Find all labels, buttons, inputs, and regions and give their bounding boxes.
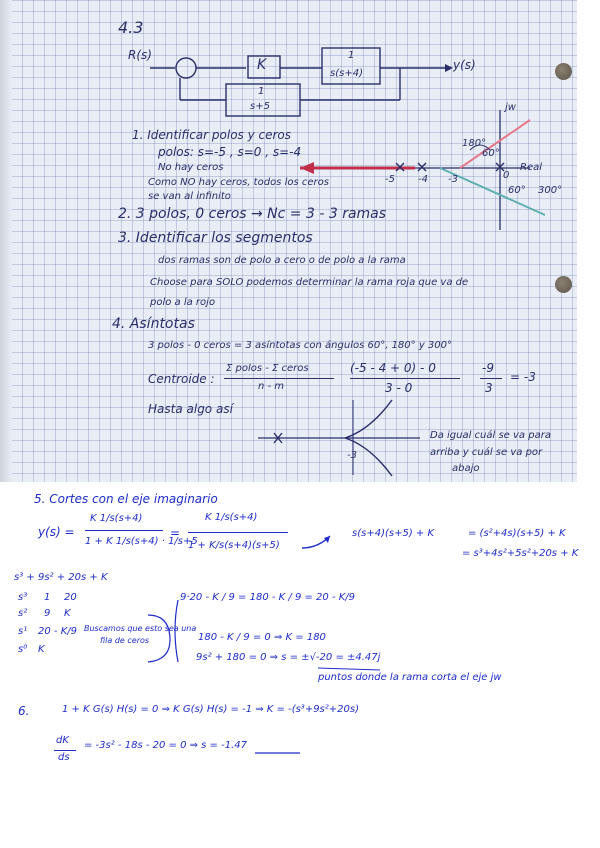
centroid-formula-den: n - m xyxy=(258,381,285,392)
real-axis-label: Real xyxy=(520,162,543,173)
sketch-tick: -3 xyxy=(347,450,357,461)
imag-axis-label: jw xyxy=(505,102,516,113)
calc-note: puntos donde la rama corta el eje jw xyxy=(318,672,502,683)
routh-power: s⁰ xyxy=(18,644,28,655)
tf-right-num: K 1/s(s+4) xyxy=(205,512,258,523)
centroid-formula-num: Σ polos - Σ ceros xyxy=(226,363,309,374)
tf-inner-den: 1 + K 1/s(s+4) · 1/s+5 xyxy=(85,536,198,547)
routh-cell: 9 xyxy=(44,608,51,619)
fraction-bar xyxy=(188,532,288,533)
step1-title: 1. Identificar polos y ceros xyxy=(132,128,292,142)
centroid-label: Centroide : xyxy=(148,372,215,386)
step3-line3: polo a la rojo xyxy=(150,297,216,308)
tick-label: -3 xyxy=(448,174,458,185)
step3-title: 3. Identificar los segmentos xyxy=(118,230,313,246)
step1-note-b: se van al infinito xyxy=(148,191,231,202)
char-expansion-2: = s³+4s²+5s²+20s + K xyxy=(462,548,579,559)
centroid-value-den: 3 - 0 xyxy=(385,381,413,395)
tick-label: -5 xyxy=(385,174,395,185)
routh-note-b: fila de ceros xyxy=(100,636,150,645)
tick-label: -4 xyxy=(418,174,428,185)
step1-poles: polos: s=-5 , s=0 , s=-4 xyxy=(158,145,302,159)
step3-line1: dos ramas son de polo a cero o de polo a la rama xyxy=(158,255,406,266)
centroid-value-num: (-5 - 4 + 0) - 0 xyxy=(350,361,436,375)
step4-line1: 3 polos - 0 ceros = 3 asíntotas con ángulos 60°, 180° y 300° xyxy=(148,340,453,351)
calc-line-1: 9·20 - K / 9 = 180 - K / 9 = 20 - K/9 xyxy=(180,592,356,603)
routh-cell: 1 xyxy=(44,592,51,603)
centroid-result: = -3 xyxy=(510,370,536,384)
angle-label: 60° xyxy=(482,148,500,159)
angle-label: 60° xyxy=(508,185,526,196)
step6-number: 6. xyxy=(18,704,30,718)
feedback-denominator: s+5 xyxy=(250,101,270,112)
derivative-den: ds xyxy=(58,752,70,763)
tf-inner-num: K 1/s(s+4) xyxy=(90,513,143,524)
step1-note-a: Como NO hay ceros, todos los ceros xyxy=(148,177,329,188)
routh-power: s² xyxy=(18,608,28,619)
sketch-label: Hasta algo así xyxy=(148,402,233,416)
problem-heading: 4.3 xyxy=(118,18,144,37)
plant-denominator: s(s+4) xyxy=(330,68,363,79)
derivative-num: dK xyxy=(56,735,69,746)
plant-numerator: 1 xyxy=(348,50,355,61)
routh-cell: K xyxy=(38,644,45,655)
routh-cell: 20 xyxy=(64,592,77,603)
gain-block-label: K xyxy=(257,57,267,73)
equals-sign: = xyxy=(170,526,181,540)
centroid-frac-den: 3 xyxy=(485,381,493,395)
tick-label: 0 xyxy=(503,170,510,181)
routh-note-a: Buscamos que esto sea una xyxy=(84,624,197,633)
step3-line2: Choose para SOLO podemos determinar la rama roja que va de xyxy=(150,277,469,288)
routh-cell: 20 - K/9 xyxy=(38,626,77,637)
char-eq: s(s+4)(s+5) + K xyxy=(352,528,435,539)
step5-title: 5. Cortes con el eje imaginario xyxy=(34,492,218,506)
step4-title: 4. Asíntotas xyxy=(112,316,195,332)
routh-cell: K xyxy=(64,608,71,619)
centroid-frac-num: -9 xyxy=(482,361,494,375)
sketch-note-b: arriba y cuál se va por xyxy=(430,447,543,458)
fraction-bar xyxy=(54,750,76,751)
fraction-bar xyxy=(85,530,163,531)
characteristic-polynomial: s³ + 9s² + 20s + K xyxy=(14,572,108,583)
output-label: y(s) xyxy=(453,58,476,72)
char-expansion-1: = (s²+4s)(s+5) + K xyxy=(468,528,566,539)
feedback-numerator: 1 xyxy=(258,86,265,97)
y-of-s-label: y(s) = xyxy=(38,525,75,539)
tf-right-den: 1 + K/s(s+4)(s+5) xyxy=(188,540,280,551)
derivative-equation: = -3s² - 18s - 20 = 0 ⇒ s = -1.47 xyxy=(84,740,247,751)
angle-label: 300° xyxy=(538,185,563,196)
routh-power: s³ xyxy=(18,592,28,603)
calc-line-2: 180 - K / 9 = 0 ⇒ K = 180 xyxy=(198,632,326,643)
routh-power: s¹ xyxy=(18,626,28,637)
step2-text: 2. 3 polos, 0 ceros → Nc = 3 - 3 ramas xyxy=(118,206,387,222)
angle-label: 180° xyxy=(462,138,487,149)
sketch-note-a: Da igual cuál se va para xyxy=(430,430,551,441)
input-label: R(s) xyxy=(128,48,152,62)
sketch-note-c: abajo xyxy=(452,463,480,474)
step6-equation: 1 + K G(s) H(s) = 0 ⇒ K G(s) H(s) = -1 ⇒ K = -(s³+9s²+20s) xyxy=(62,704,359,715)
calc-line-3: 9s² + 180 = 0 ⇒ s = ±√-20 = ±4.47j xyxy=(196,652,381,663)
step1-zeros: No hay ceros xyxy=(158,162,224,173)
